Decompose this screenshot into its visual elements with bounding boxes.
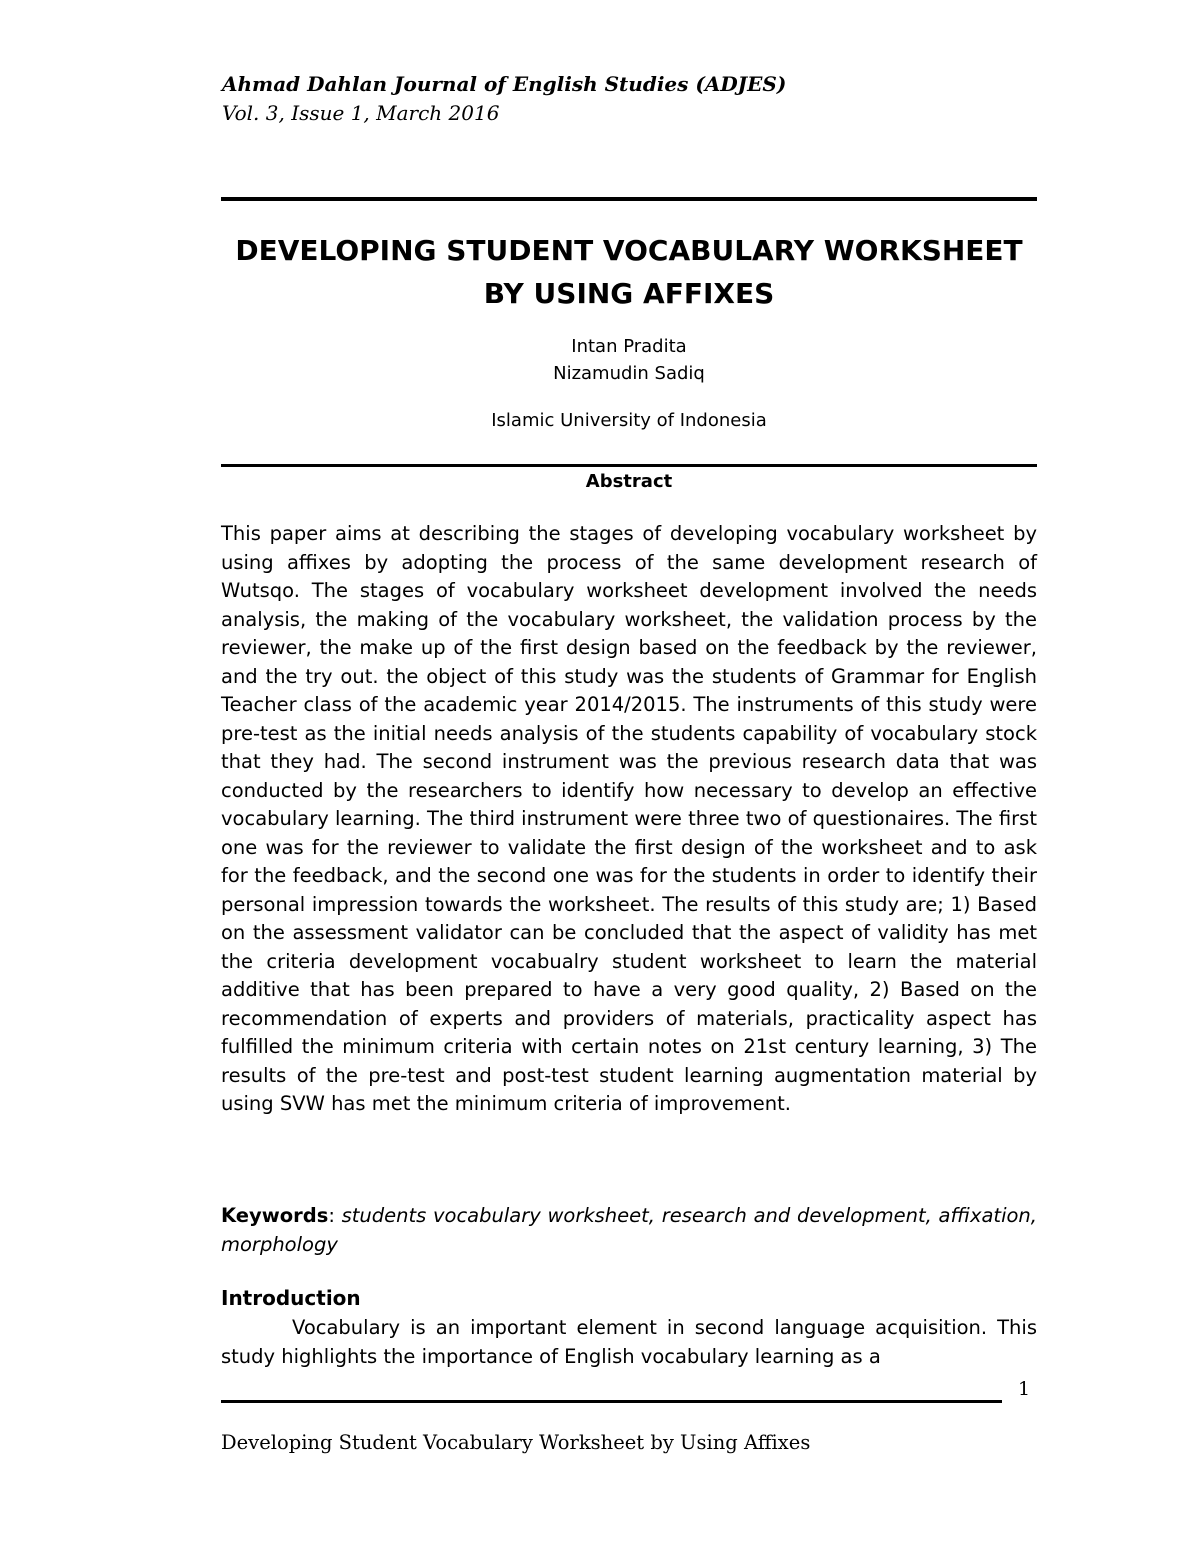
abstract-divider	[221, 464, 1037, 467]
article-title	[221, 229, 1037, 315]
abstract-text: This paper aims at describing the stages of developing vocabulary worksheet by using affixes by adopting the process of the same development research of Wutsqo. The stages of vocabulary worksheet development involved the needs analysis, the making of the vocabulary worksheet, the validation process by the reviewer, the make up of the first design based on the feedback by the reviewer, and the try out. the object of this study was the students of Grammar for English Teacher class of the academic year 2014/2015. The instruments of this study were pre-test as the initial needs analysis of the students capability of vocabulary stock that they had. The second instrument was the previous research data that was conducted by the researchers to identify how necessary to develop an effective vocabulary learning. The third instrument were three two of questionaires. The first one was for the reviewer to validate the first design of the worksheet and to ask for the feedback, and the second one was for the students in order to identify their personal impression towards the worksheet. The results of this study are; 1) Based on the assessment validator can be concluded that the aspect of validity has met the criteria development vocabualry student worksheet to learn the material additive that has been prepared to have a very good quality, 2) Based on the recommendation of experts and providers of materials, practicality aspect has fulfilled the minimum criteria with certain notes on 21st century learning, 3) The results of the pre-test and post-test student learning augmentation material by using SVW has met the minimum criteria of improvement.	[221, 522, 1037, 1115]
page-number: 1	[1018, 1378, 1031, 1400]
keywords-separator: :	[328, 1204, 342, 1227]
journal-issue: Vol. 3, Issue 1, March 2016	[222, 101, 500, 125]
keywords-values: students vocabulary worksheet, research and development, affixation, morphology	[221, 1204, 1037, 1256]
abstract-heading: Abstract	[585, 471, 673, 492]
footer-divider	[221, 1400, 1002, 1403]
journal-title: Ahmad Dahlan Journal of English Studies (ADJES)	[222, 72, 787, 96]
keywords-line	[221, 1202, 1037, 1259]
running-footer-title: Developing Student Vocabulary Worksheet by Using Affixes	[221, 1431, 811, 1454]
keywords-label: Keywords	[221, 1204, 329, 1227]
author-name: Intan Pradita	[571, 336, 687, 357]
introduction-heading: Introduction	[221, 1286, 361, 1310]
author-list	[221, 333, 1037, 387]
author-name: Nizamudin Sadiq	[553, 363, 705, 384]
article-title-line-2: BY USING AFFIXES	[483, 277, 775, 310]
header-divider	[221, 197, 1037, 201]
author-affiliation: Islamic University of Indonesia	[491, 410, 767, 431]
introduction-text: Vocabulary is an important element in second language acquisition. This study highlights the importance of English vocabulary learning as a	[221, 1316, 1037, 1368]
article-title-line-1: DEVELOPING STUDENT VOCABULARY WORKSHEET	[235, 234, 1023, 267]
